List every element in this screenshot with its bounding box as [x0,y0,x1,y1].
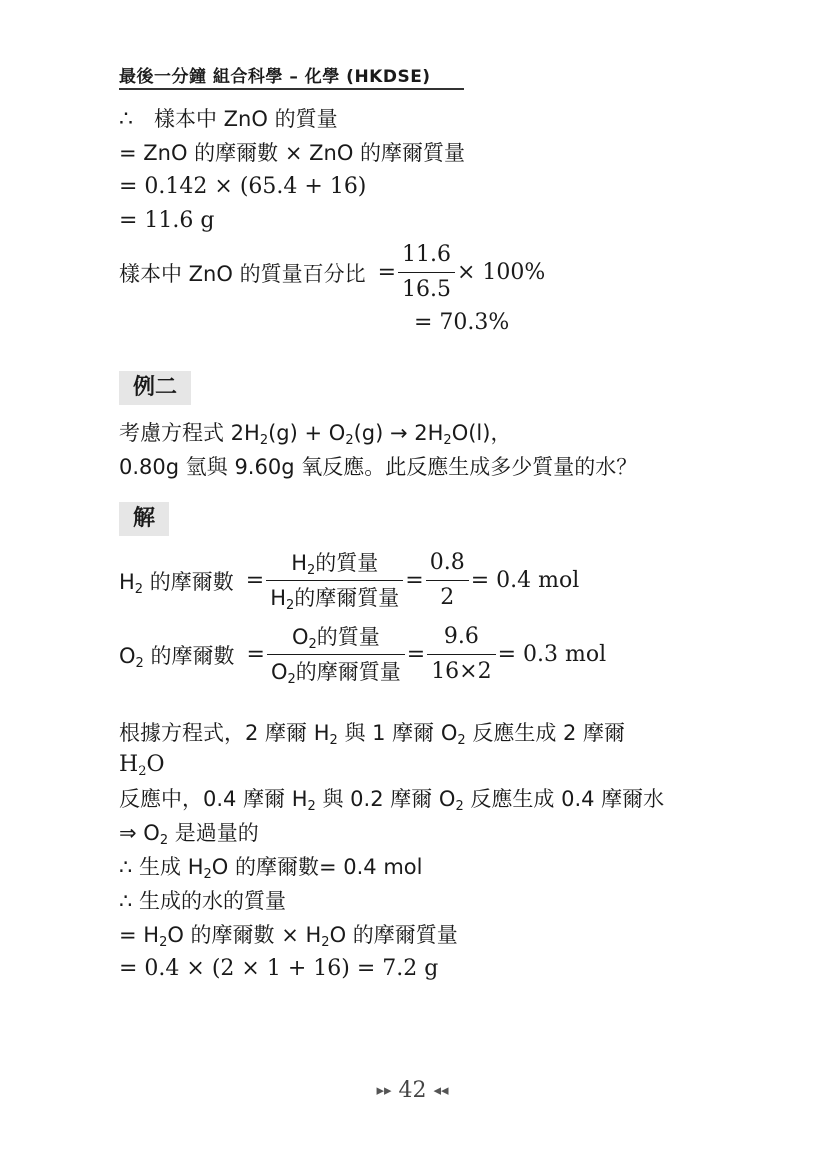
solution-water-mass-heading: ∴ 生成的水的質量 [119,889,287,913]
example-2-question-line-1: 考慮方程式 $2H_2(g) + O_2(g) \to 2H_2O(l)$， [119,421,512,448]
example-2-tag: 例二 [119,371,191,405]
o2-ratio-fraction [267,622,405,687]
line-zno-mass-result: = 11.6 g [119,208,215,233]
o2-moles-equation [119,622,606,687]
line-zno-mass-formula: = ZnO 的摩爾數 × ZnO 的摩爾質量 [119,141,466,165]
o2-moles-result: = 0.3 mol [497,642,607,667]
solution-paragraph-1-cont: $H_2O$ [119,752,165,779]
solution-water-moles: ∴ 生成 $H_2O$ 的摩爾數= 0.4 mol [119,855,423,882]
h2-ratio-fraction [266,548,403,613]
h2-mass-numerator: $H_2$的質量 [266,548,403,581]
zno-mass-heading-text: 樣本中 ZnO 的質量 [154,107,338,131]
h2-moles-equation [119,548,579,613]
back-arrows-icon: ◂◂ [433,1081,449,1099]
solution-water-mass-result: = 0.4 × (2 × 1 + 16) = 7.2 g [119,956,439,981]
h2-numeric-numerator: 0.8 [426,548,469,581]
percentage-result: = 70.3% [414,310,510,335]
therefore-symbol: ∴ [119,107,133,132]
example-2-question-line-2: 0.80g 氫與 9.60g 氧反應。此反應生成多少質量的水？ [119,455,638,479]
zno-percentage-equation [119,240,545,305]
o2-numeric-denominator: 16×2 [431,659,492,684]
header-rule [119,88,464,90]
o2-numeric-numerator: 9.6 [427,622,495,655]
percentage-multiplier: × 100% [457,260,546,285]
forward-arrows-icon: ▸▸ [376,1081,392,1099]
solution-excess-line: ⇒ $O_2$ 是過量的 [119,821,259,848]
h2-molar-mass-denominator: $H_2$的摩爾質量 [270,586,400,613]
line-zno-mass-heading [119,104,338,135]
equals-sign: = [245,568,265,593]
o2-moles-label: $O_2$ 的摩爾數 [119,643,235,671]
o2-mass-numerator: $O_2$的質量 [267,622,405,655]
fraction-numerator: 11.6 [398,240,455,273]
percentage-label: 樣本中 ZnO 的質量百分比 [119,261,366,286]
header-title: 最後一分鐘 組合科學 – 化學 (HKDSE) [119,67,431,87]
equals-sign: = [377,260,397,285]
h2-moles-result: = 0.4 mol [470,568,580,593]
h2-moles-label: $H_2$ 的摩爾數 [119,569,234,597]
equals-sign: = [406,642,426,667]
solution-tag: 解 [119,502,169,536]
percentage-fraction [398,240,455,305]
equals-sign: = [246,642,265,667]
fraction-denominator: 16.5 [402,277,451,302]
page-footer [0,1078,825,1103]
o2-numeric-fraction [427,622,495,687]
solution-water-mass-formula: = $H_2O$ 的摩爾數 × $H_2O$ 的摩爾質量 [119,923,458,950]
o2-molar-mass-denominator: $O_2$的摩爾質量 [270,660,401,687]
equals-sign: = [405,568,424,593]
solution-paragraph-2: 反應中，0.4 摩爾 $H_2$ 與 0.2 摩爾 $O_2$ 反應生成 0.4 摩爾水 [119,787,665,814]
line-zno-mass-calc: = 0.142 × (65.4 + 16) [119,174,367,199]
solution-paragraph-1: 根據方程式，2 摩爾 $H_2$ 與 1 摩爾 $O_2$ 反應生成 2 摩爾 [119,721,626,748]
h2-numeric-denominator: 2 [440,585,455,610]
page-number: 42 [398,1078,427,1103]
h2-numeric-fraction [426,548,469,613]
